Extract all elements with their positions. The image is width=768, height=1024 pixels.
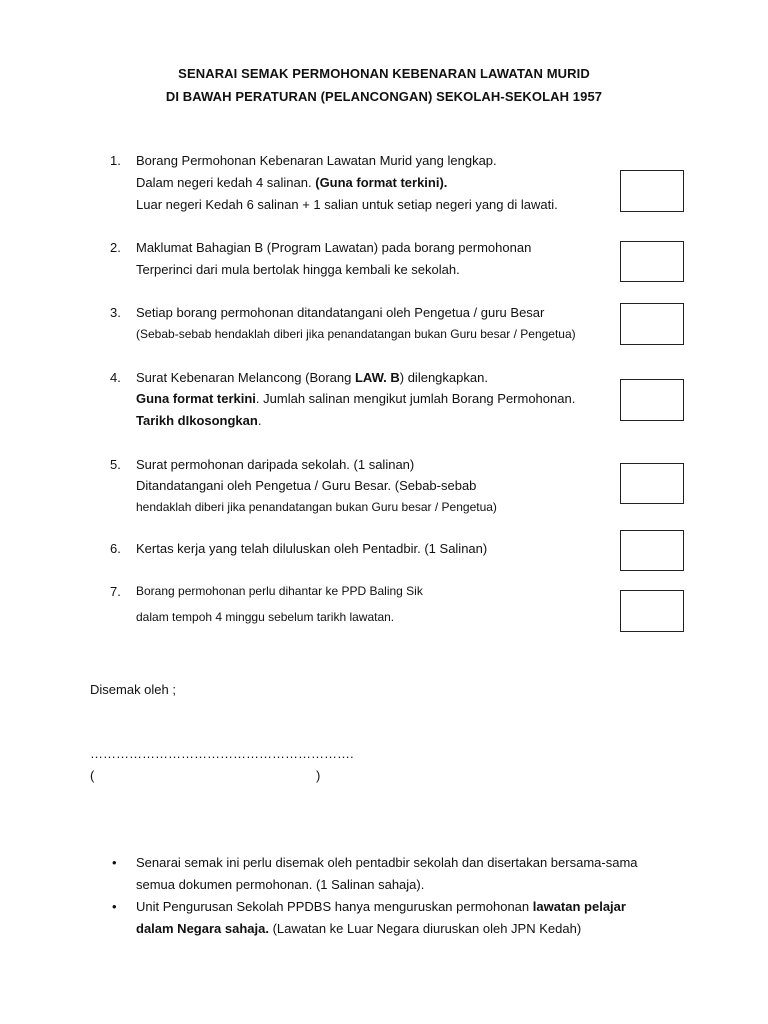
item-1-line-2-bold: (Guna format terkini). bbox=[315, 175, 448, 190]
note-2-line-2-text: (Lawatan ke Luar Negara diuruskan oleh JPN Kedah) bbox=[268, 921, 582, 936]
note-2-line-1 bbox=[136, 899, 626, 914]
item-3-checkbox[interactable] bbox=[620, 303, 684, 345]
item-1-line-3: Luar negeri Kedah 6 salinan + 1 salian untuk setiap negeri yang di lawati. bbox=[136, 197, 558, 212]
item-4-line-2-text: . Jumlah salinan mengikut jumlah Borang Permohonan. bbox=[255, 391, 576, 406]
item-2-line-1: Maklumat Bahagian B (Program Lawatan) pada borang permohonan bbox=[136, 240, 532, 255]
item-4-line-1 bbox=[136, 370, 488, 385]
item-6-number: 6. bbox=[110, 541, 121, 556]
item-4-number: 4. bbox=[110, 370, 121, 385]
note-2-line-2 bbox=[136, 921, 581, 936]
checked-by-label: Disemak oleh ; bbox=[90, 682, 176, 697]
item-4-line-2-bold: Guna format terkini bbox=[136, 391, 256, 406]
item-7-line-2: dalam tempoh 4 minggu sebelum tarikh lawatan. bbox=[136, 610, 395, 624]
item-4-line-1-text-c: ) dilengkapkan. bbox=[399, 370, 488, 385]
item-2-checkbox[interactable] bbox=[620, 241, 684, 282]
note-2-line-1-text: Unit Pengurusan Sekolah PPDBS hanya menguruskan permohonan bbox=[136, 899, 533, 914]
note-1-line-2: semua dokumen permohonan. (1 Salinan sahaja). bbox=[136, 877, 425, 892]
item-3-number: 3. bbox=[110, 305, 121, 320]
item-1-line-2-text: Dalam negeri kedah 4 salinan. bbox=[136, 175, 316, 190]
item-4-line-2 bbox=[136, 391, 575, 406]
name-paren-close: ) bbox=[316, 768, 321, 783]
item-1-checkbox[interactable] bbox=[620, 170, 684, 212]
item-4-line-3-text: . bbox=[257, 413, 262, 428]
item-5-line-2: Ditandatangani oleh Pengetua / Guru Besar. (Sebab-sebab bbox=[136, 478, 477, 493]
note-1-bullet: • bbox=[112, 855, 117, 870]
item-5-line-1: Surat permohonan daripada sekolah. (1 salinan) bbox=[136, 457, 415, 472]
document-title-line-1: SENARAI SEMAK PERMOHONAN KEBENARAN LAWATAN MURID bbox=[178, 66, 590, 81]
note-1-line-1: Senarai semak ini perlu disemak oleh pentadbir sekolah dan disertakan bersama-sama bbox=[136, 855, 638, 870]
item-3-line-1: Setiap borang permohonan ditandatangani oleh Pengetua / guru Besar bbox=[136, 305, 545, 320]
signature-dotted-line: ……………………………………………………. bbox=[90, 746, 354, 761]
item-1-line-2 bbox=[136, 175, 447, 190]
note-2-line-1-bold: lawatan pelajar bbox=[532, 899, 626, 914]
item-4-checkbox[interactable] bbox=[620, 379, 684, 421]
item-3-line-2: (Sebab-sebab hendaklah diberi jika penandatangan bukan Guru besar / Pengetua) bbox=[136, 327, 576, 341]
item-5-checkbox[interactable] bbox=[620, 463, 684, 504]
item-6-checkbox[interactable] bbox=[620, 530, 684, 571]
item-5-line-3: hendaklah diberi jika penandatangan bukan Guru besar / Pengetua) bbox=[136, 500, 497, 514]
item-2-line-2: Terperinci dari mula bertolak hingga kembali ke sekolah. bbox=[136, 262, 460, 277]
item-5-number: 5. bbox=[110, 457, 121, 472]
item-2-number: 2. bbox=[110, 240, 121, 255]
item-6-line-1: Kertas kerja yang telah diluluskan oleh Pentadbir. (1 Salinan) bbox=[136, 541, 488, 556]
item-1-line-1: Borang Permohonan Kebenaran Lawatan Murid yang lengkap. bbox=[136, 153, 497, 168]
item-4-line-3-bold: Tarikh dIkosongkan bbox=[136, 413, 258, 428]
document-title-line-2: DI BAWAH PERATURAN (PELANCONGAN) SEKOLAH-SEKOLAH 1957 bbox=[165, 89, 603, 104]
item-4-line-1-bold: LAW. B bbox=[354, 370, 400, 385]
name-paren-open: ( bbox=[90, 768, 95, 783]
item-7-line-1: Borang permohonan perlu dihantar ke PPD Baling Sik bbox=[136, 584, 423, 598]
item-4-line-1-text-a: Surat Kebenaran Melancong (Borang bbox=[136, 370, 355, 385]
item-4-line-3 bbox=[136, 413, 261, 428]
item-1-number: 1. bbox=[110, 153, 121, 168]
note-2-line-2-bold: dalam Negara sahaja. bbox=[136, 921, 269, 936]
note-2-bullet: • bbox=[112, 899, 117, 914]
item-7-number: 7. bbox=[110, 584, 121, 599]
item-7-checkbox[interactable] bbox=[620, 590, 684, 632]
